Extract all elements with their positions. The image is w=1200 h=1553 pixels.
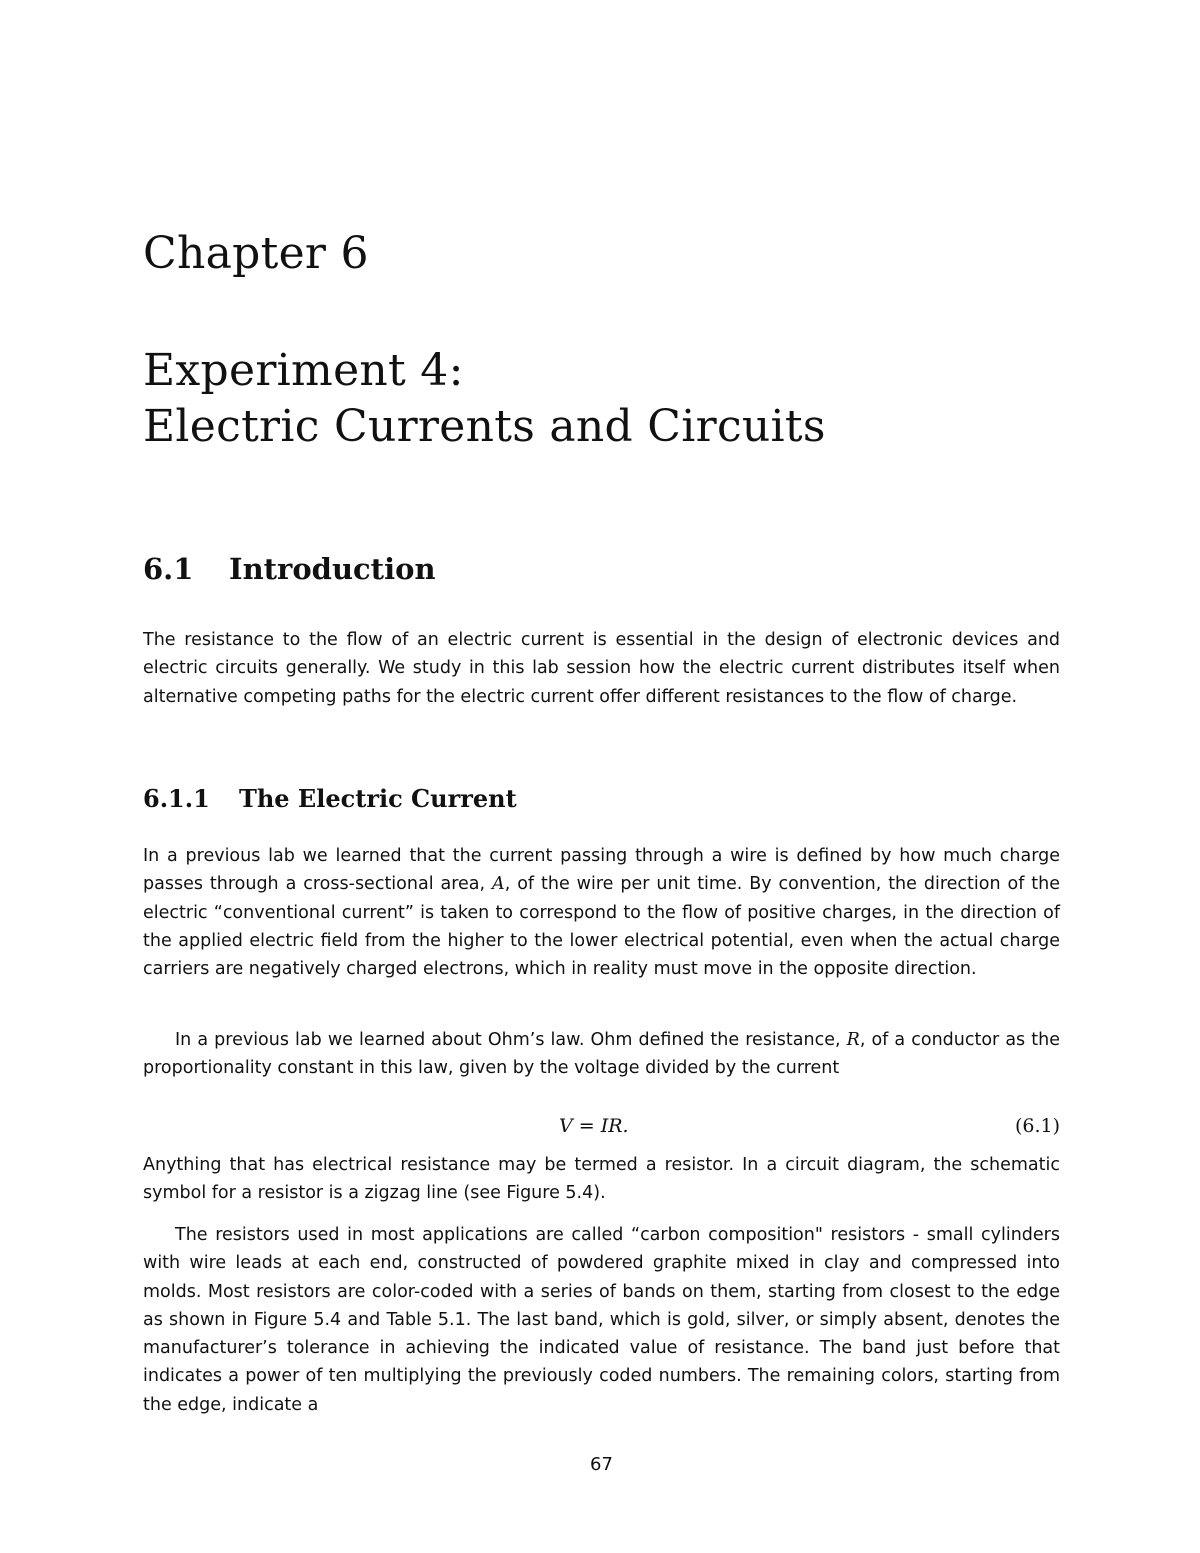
subsection-heading: [143, 786, 517, 812]
section-heading: [143, 554, 436, 586]
chapter-label: Chapter 6: [143, 228, 369, 279]
equation-block: [143, 1112, 1060, 1140]
equation-number: (6.1): [1014, 1115, 1060, 1137]
carbon-resistor-paragraph: The resistors used in most applications are called “carbon composition" resistors - small cylinders with wire leads at each end, constructed of powdered graphite mixed in clay and compressed into molds. Most resistors are color-coded with a series of bands on them, starting from closest to the edge as shown in Figure 5.4 and Table 5.1. The last band, which is gold, silver, or simply absent, denotes the manufacturer’s tolerance in achieving the indicated value of resistance. The band just before that indicates a power of ten multiplying the previously coded numbers. The remaining colors, starting from the edge, indicate a: [143, 1225, 1060, 1415]
paragraph-text: , of a conductor as the proportionality constant in this law, given by the voltage divided by the current: [143, 1030, 1060, 1079]
resistance-symbol: R: [846, 1030, 860, 1050]
chapter-title-line-1: Experiment 4:: [143, 345, 464, 396]
section-number: 6.1: [143, 552, 194, 586]
section-title: Introduction: [229, 552, 436, 586]
page-number: 67: [590, 1454, 613, 1475]
area-symbol: A: [492, 874, 505, 895]
chapter-title-line-2: Electric Currents and Circuits: [143, 401, 826, 452]
paragraph-text: In a previous lab we learned about Ohm’s law. Ohm defined the resistance,: [175, 1030, 841, 1050]
subsection-title: The Electric Current: [239, 784, 517, 813]
document-page: [143, 0, 1060, 1553]
chapter-title: [143, 343, 826, 455]
equation: V = IR.: [559, 1115, 629, 1137]
ohms-law-paragraph: [143, 1026, 1060, 1083]
paragraph-text: In a previous lab we learned that the current passing through a wire is defined by how much charge passes through a cross-sectional area,: [143, 846, 1060, 895]
resistor-paragraph: Anything that has electrical resistance may be termed a resistor. In a circuit diagram, the schematic symbol for a resistor is a zigzag line (see Figure 5.4).: [143, 1155, 1060, 1204]
current-definition-paragraph: [143, 842, 1060, 983]
intro-paragraph: The resistance to the flow of an electric current is essential in the design of electronic devices and electric circuits generally. We study in this lab session how the electric current distributes itself when alternative competing paths for the electric current offer different resistances to the flow of charge.: [143, 630, 1060, 707]
paragraph-text: , of the wire per unit time. By convention, the direction of the electric “conventional current” is taken to correspond to the flow of positive charges, in the direction of the applied electric field from the higher to the lower electrical potential, even when the actual charge carriers are negatively charged electrons, which in reality must move in the opposite direction.: [143, 874, 1061, 980]
subsection-number: 6.1.1: [143, 784, 210, 813]
